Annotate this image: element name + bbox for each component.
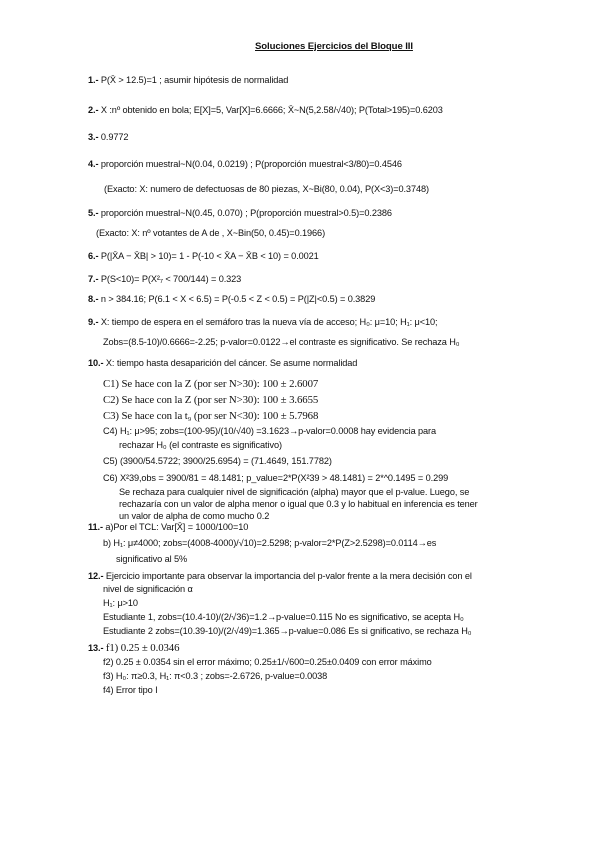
exercise-text: Ejercicio importante para observar la importancia del p-valor frente a la mera decisión con el (105, 571, 472, 581)
exercise-4 (88, 158, 402, 170)
exercise-3 (88, 131, 128, 143)
exercise-13-f2: f2) 0.25 ± 0.0354 sin el error máximo; 0.25±1/√600=0.25±0.0409 con error máximo (103, 657, 432, 667)
exercise-1 (88, 74, 288, 86)
exercise-10-c2: C2) Se hace con la Z (por ser N>30): 100 ± 3.6655 (103, 394, 319, 406)
exercise-10-c3: C3) Se hace con la t₉ (por ser N<30): 100 ± 5.7968 (103, 410, 319, 422)
exercise-10-c6-line4: un valor de alpha de como mucho 0.2 (119, 511, 270, 521)
exercise-12-h1: H₁: μ>10 (103, 598, 138, 608)
exercise-text: n > 384.16; P(6.1 < X < 6.5) = P(-0.5 < Z < 0.5) = P(|Z|<0.5) = 0.3829 (100, 294, 376, 304)
document-title: Soluciones Ejercicios del Bloque III (255, 41, 413, 52)
exercise-10-c4: C4) H₁: μ>95; zobs=(100-95)/(10/√40) =3.1623→p-valor=0.0008 hay evidencia para (103, 426, 437, 436)
exercise-9 (88, 316, 437, 328)
exercise-number: 7.- (88, 274, 99, 284)
exercise-number: 12.- (88, 571, 104, 581)
exercise-12-student-1: Estudiante 1, zobs=(10.4-10)/(2/√36)=1.2→p-value=0.115 No es significativo, se acepta H₀ (103, 612, 464, 622)
exercise-number: 2.- (88, 105, 99, 115)
exercise-number: 5.- (88, 208, 99, 218)
exercise-number: 3.- (88, 132, 99, 142)
exercise-text: 0.9772 (100, 132, 129, 142)
exercise-12-line2: nivel de significación α (103, 584, 193, 594)
exercise-10-c1: C1) Se hace con la Z (por ser N>30): 100 ± 2.6007 (103, 378, 319, 390)
exercise-text: a)Por el TCL: Var[X̄] = 1000/100=10 (105, 522, 249, 532)
exercise-number: 11.- (88, 522, 103, 532)
exercise-number: 8.- (88, 294, 99, 304)
exercise-text: P(S<10)= P(X²₇ < 700/144) = 0.323 (100, 274, 242, 284)
exercise-12-student-2: Estudiante 2 zobs=(10.39-10)/(2/√49)=1.365→p-value=0.086 Es si gnificativo, se rechaza H₀ (103, 626, 472, 636)
exercise-text: X: tiempo hasta desaparición del cáncer. Se asume normalidad (105, 358, 358, 368)
exercise-10-c4-continued: rechazar H₀ (el contraste es significativo) (119, 440, 282, 450)
exercise-number: 6.- (88, 251, 99, 261)
exercise-8 (88, 293, 375, 305)
exercise-13 (88, 642, 179, 654)
exercise-10 (88, 357, 357, 369)
exercise-number: 10.- (88, 358, 104, 368)
exercise-13-f1: f1) 0.25 ± 0.0346 (105, 642, 180, 654)
exercise-text: X: tiempo de espera en el semáforo tras la nueva vía de acceso; H₀: μ=10; H₁: μ<10; (100, 317, 438, 327)
exercise-9-line2: Zobs=(8.5-10)/0.6666=-2.25; p-valor=0.0122→el contraste es significativo. Se rechaza H₀ (103, 337, 460, 347)
exercise-text: proporción muestral~N(0.45, 0.070) ; P(proporción muestral>0.5)=0.2386 (100, 208, 392, 218)
exercise-text: proporción muestral~N(0.04, 0.0219) ; P(proporción muestral<3/80)=0.4546 (100, 159, 402, 169)
exercise-number: 1.- (88, 75, 99, 85)
exercise-text: P(X̄ > 12.5)=1 ; asumir hipótesis de normalidad (100, 75, 289, 85)
exercise-11-b-continued: significativo al 5% (116, 554, 188, 564)
exercise-text: X :nº obtenido en bola; E[X]=5, Var[X]=6.6666; X̄~N(5,2.58/√40); P(Total>195)=0.6203 (100, 105, 443, 115)
exercise-7 (88, 273, 241, 285)
exercise-13-f4: f4) Error tipo I (103, 685, 158, 695)
exercise-number: 9.- (88, 317, 99, 327)
exercise-5 (88, 207, 392, 219)
exercise-4-note: (Exacto: X: numero de defectuosas de 80 piezas, X~Bi(80, 0.04), P(X<3)=0.3748) (104, 184, 429, 194)
exercise-text: P(|X̄A − X̄B| > 10)= 1 - P(-10 < X̄A − X̄B < 10) = 0.0021 (100, 251, 319, 261)
exercise-12 (88, 570, 472, 582)
exercise-10-c5: C5) (3900/54.5722; 3900/25.6954) = (71.4649, 151.7782) (103, 456, 332, 466)
exercise-number: 4.- (88, 159, 99, 169)
exercise-13-f3: f3) H₀: π≥0.3, H₁: π<0.3 ; zobs=-2.6726, p-value=0.0038 (103, 671, 328, 681)
exercise-11 (88, 521, 248, 533)
exercise-10-c6-line3: rechazaría con un valor de alpha menor o igual que 0.3 y lo habitual en inferencia es tener (119, 499, 478, 509)
exercise-6 (88, 250, 319, 262)
exercise-11-b: b) H₁: μ≠4000; zobs=(4008-4000)/√10)=2.5298; p-valor=2*P(Z>2.5298)=0.0114→es (103, 538, 437, 548)
exercise-10-c6-line2: Se rechaza para cualquier nivel de significación (alpha) mayor que el p-value. Luego, se (119, 487, 470, 497)
exercise-2 (88, 104, 443, 116)
exercise-10-c6: C6) X²39,obs = 3900/81 = 48.1481; p_value=2*P(X²39 > 48.1481) = 2*^0.1495 = 0.299 (103, 473, 449, 483)
exercise-5-note: (Exacto: X: nº votantes de A de , X~Bin(50, 0.45)=0.1966) (96, 228, 326, 238)
exercise-number: 13.- (88, 643, 104, 653)
